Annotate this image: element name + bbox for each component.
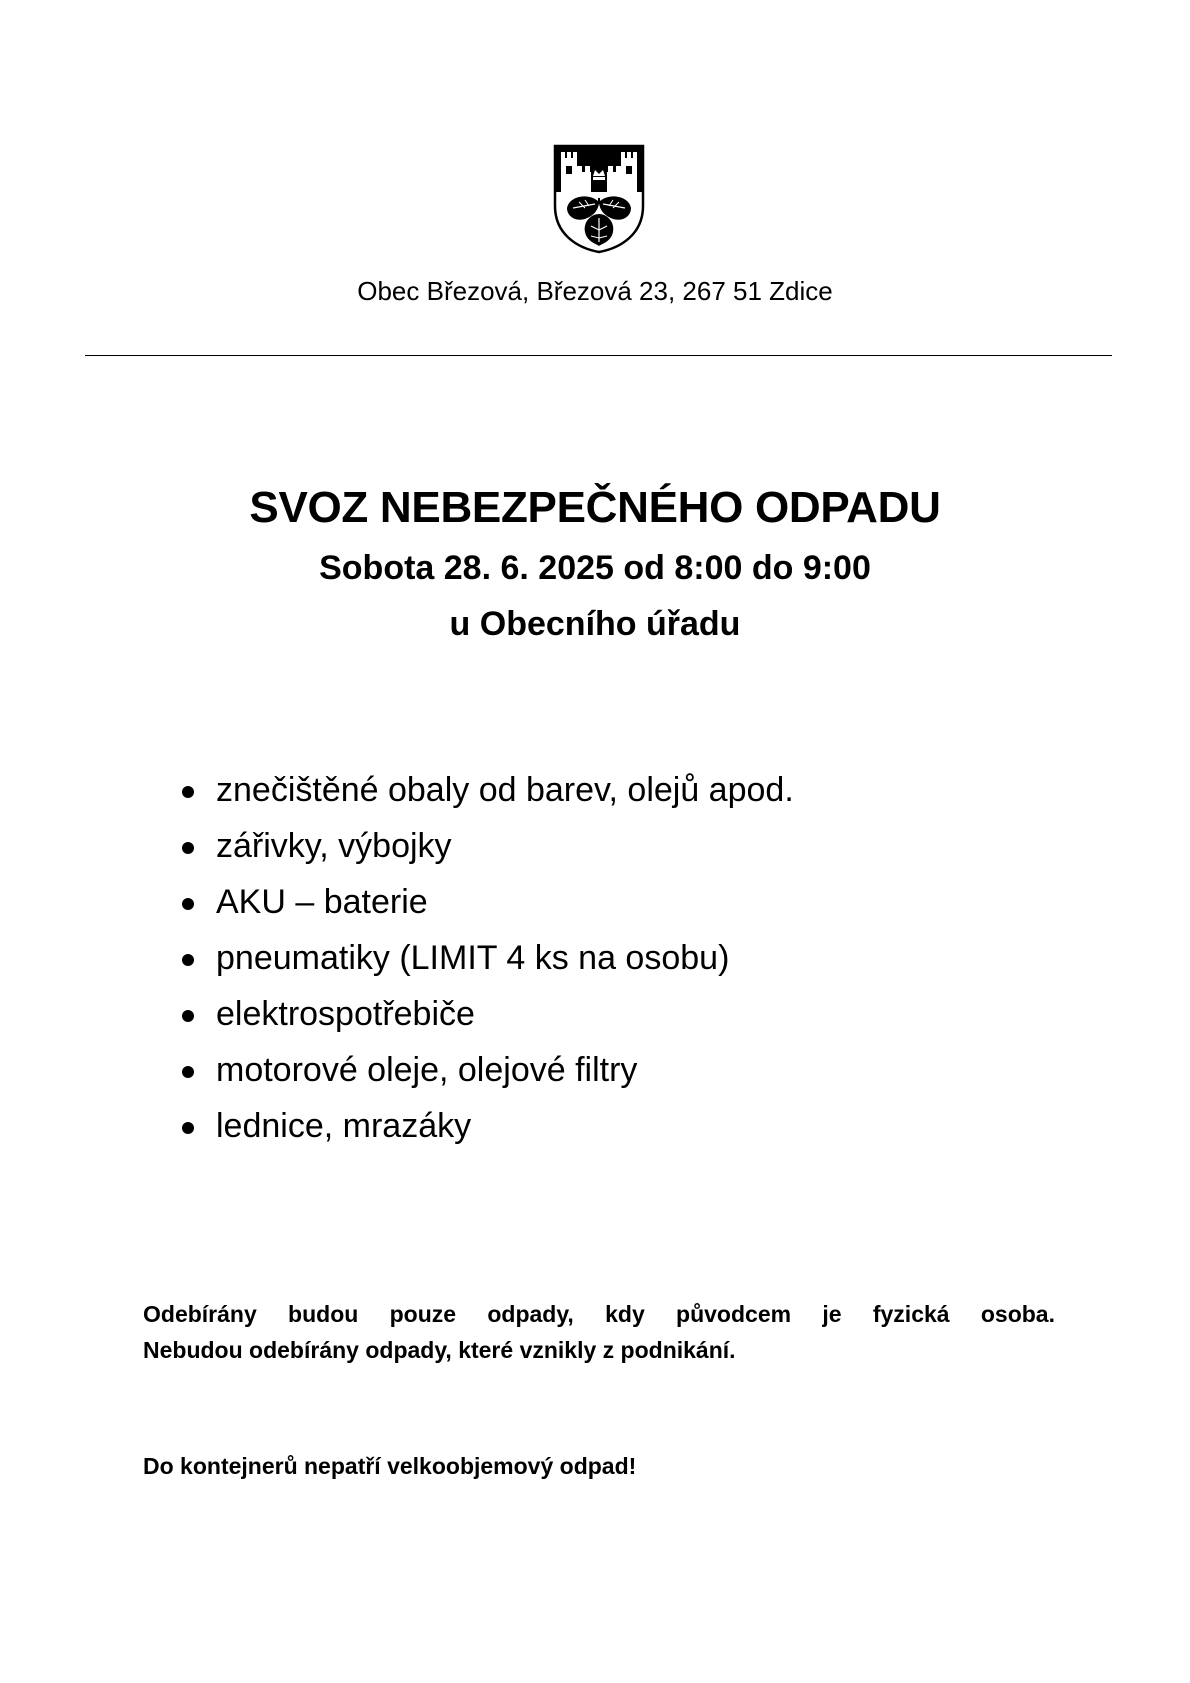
bulky-waste-warning: Do kontejnerů nepatří velkoobjemový odpad! bbox=[143, 1453, 637, 1479]
list-item-label: AKU – baterie bbox=[216, 883, 428, 921]
waste-items-list bbox=[180, 762, 794, 1154]
list-item bbox=[180, 874, 794, 930]
list-item-label: motorové oleje, olejové filtry bbox=[216, 1051, 638, 1089]
list-item bbox=[180, 818, 794, 874]
bullet-icon bbox=[182, 1010, 194, 1022]
note-line-2: Nebudou odebírány odpady, které vznikly z podnikání. bbox=[143, 1337, 736, 1363]
bullet-icon bbox=[182, 1122, 194, 1134]
coat-of-arms-icon bbox=[551, 142, 647, 254]
list-item-label: lednice, mrazáky bbox=[216, 1107, 472, 1145]
bullet-icon bbox=[182, 898, 194, 910]
list-item-label: zářivky, výbojky bbox=[216, 827, 452, 865]
event-place: u Obecního úřadu bbox=[449, 605, 741, 643]
note-line-1: Odebírány budou pouze odpady, kdy původcem je fyzická osoba. bbox=[143, 1301, 1055, 1327]
bullet-icon bbox=[182, 1066, 194, 1078]
list-item-label: pneumatiky (LIMIT 4 ks na osobu) bbox=[216, 939, 730, 977]
list-item-label: elektrospotřebiče bbox=[216, 995, 475, 1033]
event-date: Sobota 28. 6. 2025 od 8:00 do 9:00 bbox=[319, 549, 871, 587]
list-item bbox=[180, 762, 794, 818]
list-item bbox=[180, 1042, 794, 1098]
bullet-icon bbox=[182, 786, 194, 798]
bullet-icon bbox=[182, 954, 194, 966]
list-item-label: znečištěné obaly od barev, olejů apod. bbox=[216, 771, 794, 809]
list-item bbox=[180, 986, 794, 1042]
list-item bbox=[180, 930, 794, 986]
list-item bbox=[180, 1098, 794, 1154]
collection-conditions-note bbox=[143, 1296, 1055, 1368]
municipality-address: Obec Březová, Březová 23, 267 51 Zdice bbox=[357, 276, 833, 306]
header-divider bbox=[85, 355, 1112, 356]
bullet-icon bbox=[182, 842, 194, 854]
page-title: SVOZ NEBEZPEČNÉHO ODPADU bbox=[249, 483, 941, 532]
